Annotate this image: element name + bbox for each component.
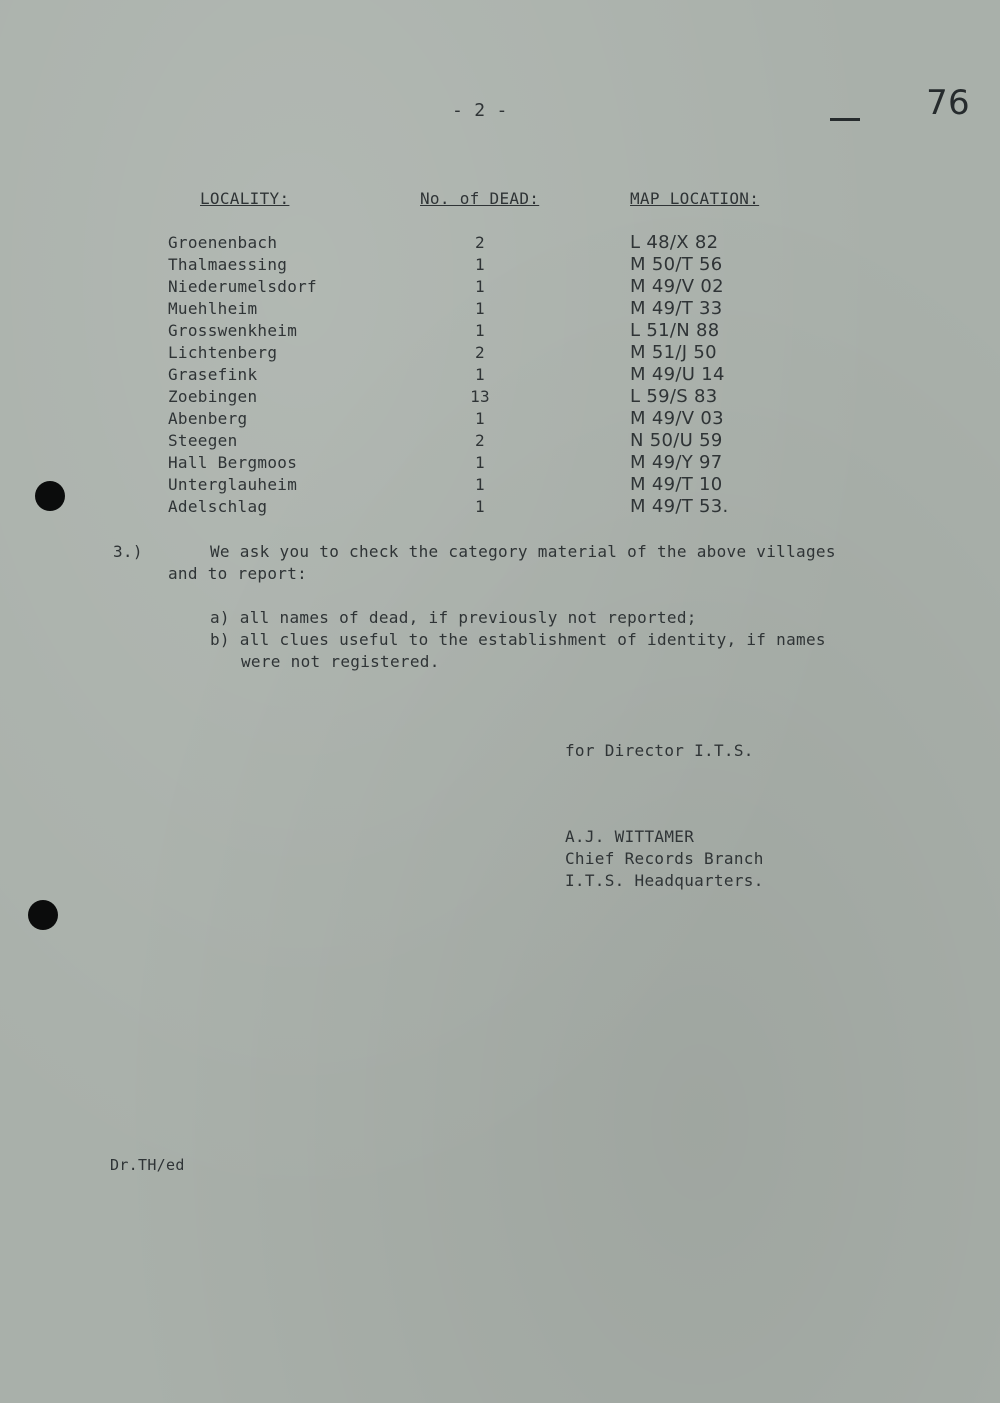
table-row [0,408,1000,430]
dead-count-cell: 2 [475,343,485,362]
map-location-cell: M 49/U 14 [630,364,725,385]
locality-cell: Grasefink [168,365,258,384]
paragraph-number: 3.) [113,542,143,561]
table-row [0,320,1000,342]
map-location-cell: L 51/N 88 [630,320,720,341]
archive-stamp-mark [830,118,860,121]
list-item-b: b) all clues useful to the establishment of identity, if names [210,630,826,649]
table-row [0,496,1000,518]
locality-cell: Groenenbach [168,233,278,252]
casualty-table [0,232,1000,518]
map-location-cell: M 49/Y 97 [630,452,723,473]
page-number: - 2 - [452,100,508,121]
table-row [0,430,1000,452]
table-row [0,254,1000,276]
punch-hole [35,481,65,511]
dead-count-cell: 1 [475,409,485,428]
map-location-cell: M 51/J 50 [630,342,717,363]
dead-count-cell: 2 [475,233,485,252]
locality-cell: Steegen [168,431,238,450]
dead-count-cell: 1 [475,453,485,472]
signatory-organization: I.T.S. Headquarters. [565,871,764,890]
dead-count-cell: 13 [470,387,490,406]
dead-count-cell: 1 [475,299,485,318]
signatory-title: Chief Records Branch [565,849,764,868]
table-row [0,276,1000,298]
locality-cell: Muehlheim [168,299,258,318]
table-row [0,474,1000,496]
dead-count-cell: 1 [475,475,485,494]
locality-cell: Grosswenkheim [168,321,298,340]
map-location-cell: M 50/T 56 [630,254,723,275]
map-location-cell: M 49/V 03 [630,408,724,429]
map-location-cell: M 49/T 53. [630,496,729,517]
map-location-cell: N 50/U 59 [630,430,723,451]
map-location-cell: L 59/S 83 [630,386,718,407]
locality-cell: Abenberg [168,409,248,428]
map-location-cell: M 49/T 33 [630,298,723,319]
dead-count-cell: 1 [475,321,485,340]
map-location-cell: M 49/T 10 [630,474,723,495]
punch-hole [28,900,58,930]
locality-cell: Thalmaessing [168,255,288,274]
locality-cell: Hall Bergmoos [168,453,298,472]
table-row [0,298,1000,320]
map-location-cell: L 48/X 82 [630,232,719,253]
paragraph-line: We ask you to check the category material of the above villages [210,542,836,561]
locality-cell: Zoebingen [168,387,258,406]
column-header-dead: No. of DEAD: [420,189,540,208]
table-row [0,232,1000,254]
dead-count-cell: 1 [475,255,485,274]
table-row [0,342,1000,364]
for-director-line: for Director I.T.S. [565,741,754,760]
column-header-locality: LOCALITY: [200,189,290,208]
dead-count-cell: 1 [475,365,485,384]
table-row [0,386,1000,408]
locality-cell: Niederumelsdorf [168,277,317,296]
archive-number: 76 [926,83,970,123]
map-location-cell: M 49/V 02 [630,276,724,297]
locality-cell: Unterglauheim [168,475,298,494]
table-row [0,452,1000,474]
locality-cell: Lichtenberg [168,343,278,362]
table-row [0,364,1000,386]
column-header-map-location: MAP LOCATION: [630,189,760,208]
signatory-name: A.J. WITTAMER [565,827,695,846]
dead-count-cell: 2 [475,431,485,450]
dead-count-cell: 1 [475,497,485,516]
list-item-b-continuation: were not registered. [241,652,440,671]
dead-count-cell: 1 [475,277,485,296]
locality-cell: Adelschlag [168,497,268,516]
list-item-a: a) all names of dead, if previously not reported; [210,608,697,627]
reference-code: Dr.TH/ed [110,1156,185,1174]
paragraph-line: and to report: [168,564,308,583]
